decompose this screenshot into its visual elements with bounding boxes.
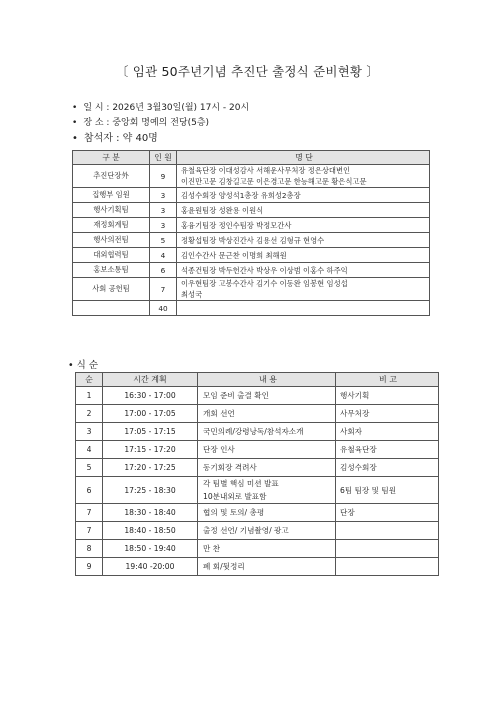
group-cell: 추진단장外 xyxy=(73,165,150,188)
note-cell: 6팀 팀장 및 팀원 xyxy=(336,477,439,504)
group-cell: 사회 공헌팀 xyxy=(73,278,150,301)
count-cell: 40 xyxy=(150,301,177,316)
table-row xyxy=(76,558,439,576)
time-cell: 18:30 - 18:40 xyxy=(103,504,198,522)
note-cell: 단장 xyxy=(336,504,439,522)
count-cell: 6 xyxy=(150,263,177,278)
date-text: 일 시 : 2026년 3월30일(월) 17시 - 20시 xyxy=(83,103,250,113)
no-cell: 5 xyxy=(76,459,103,477)
count-cell: 3 xyxy=(150,218,177,233)
table-row xyxy=(76,477,439,504)
header-note: 비 고 xyxy=(336,373,439,387)
attendees-text: 참석자 : 약 40명 xyxy=(83,133,158,144)
table-row xyxy=(76,423,439,441)
group-cell: 행사기획팀 xyxy=(73,203,150,218)
note-cell: 행사기획 xyxy=(336,387,439,405)
table-row xyxy=(76,405,439,423)
content-cell: 단장 인사 xyxy=(198,441,336,459)
group-cell: 집행부 임원 xyxy=(73,188,150,203)
no-cell: 2 xyxy=(76,405,103,423)
content-cell: 동기회장 격려사 xyxy=(198,459,336,477)
no-cell: 3 xyxy=(76,423,103,441)
names-cell: 김인수간사 문근찬 이명희 최해원 xyxy=(177,248,430,263)
table-row xyxy=(73,301,430,316)
date-line xyxy=(72,100,249,113)
content-cell: 각 팀별 핵심 미션 발표 10분내외로 발표함 xyxy=(198,477,336,504)
header-content: 내 용 xyxy=(198,373,336,387)
note-cell: 사무처장 xyxy=(336,405,439,423)
time-cell: 18:50 - 19:40 xyxy=(103,540,198,558)
names-cell: 홍윤원팀장 성완용 이원식 xyxy=(177,203,430,218)
content-cell: 폐 회/뒷정리 xyxy=(198,558,336,576)
count-cell: 7 xyxy=(150,278,177,301)
table-row xyxy=(73,263,430,278)
names-cell: 정황섭팀장 박상진간사 김용선 김형규 현영수 xyxy=(177,233,430,248)
table-row xyxy=(76,504,439,522)
time-cell: 17:05 - 17:15 xyxy=(103,423,198,441)
note-cell: 사회자 xyxy=(336,423,439,441)
header-count: 인 원 xyxy=(150,151,177,165)
names-cell: 홍융기팀장 정인수팀장 박정모간사 xyxy=(177,218,430,233)
content-cell: 개회 선언 xyxy=(198,405,336,423)
table-row xyxy=(76,522,439,540)
group-cell: 대외협력팀 xyxy=(73,248,150,263)
attendance-table xyxy=(72,150,430,316)
time-cell: 18:40 - 18:50 xyxy=(103,522,198,540)
table-row xyxy=(73,203,430,218)
table-row xyxy=(73,233,430,248)
header-no: 순 xyxy=(76,373,103,387)
table-row xyxy=(76,387,439,405)
note-cell: 유철육단장 xyxy=(336,441,439,459)
no-cell: 7 xyxy=(76,504,103,522)
time-cell: 16:30 - 17:00 xyxy=(103,387,198,405)
content-cell: 국민의례/강령낭독/참석자소개 xyxy=(198,423,336,441)
program-table xyxy=(75,372,439,576)
header-names: 명 단 xyxy=(177,151,430,165)
no-cell: 6 xyxy=(76,477,103,504)
place-line xyxy=(72,115,209,128)
table-row xyxy=(73,218,430,233)
bullet: • xyxy=(72,133,78,144)
table-row xyxy=(76,459,439,477)
note-cell xyxy=(336,522,439,540)
time-cell: 17:20 - 17:25 xyxy=(103,459,198,477)
no-cell: 9 xyxy=(76,558,103,576)
table-header-row xyxy=(73,151,430,165)
no-cell: 4 xyxy=(76,441,103,459)
names-cell: 석종건팀장 박두헌간사 박상우 이상범 이홍수 하주익 xyxy=(177,263,430,278)
note-cell: 김성수회장 xyxy=(336,459,439,477)
time-cell: 17:00 - 17:05 xyxy=(103,405,198,423)
content-cell: 출정 선언/ 기념촬영/ 광고 xyxy=(198,522,336,540)
names-cell: 유철육단장 이대성감사 서해운사무처장 정은상대변인 이진만고문 김창길고문 이은경고문 한능해고문 황은식고문 xyxy=(177,165,430,188)
note-cell xyxy=(336,540,439,558)
attendees-line xyxy=(72,129,158,144)
group-cell xyxy=(73,301,150,316)
bullet: • xyxy=(72,103,78,113)
page-title: 〔 임관 50주년기념 추진단 출정식 준비현황 〕 xyxy=(115,64,380,79)
group-cell: 행사의전팀 xyxy=(73,233,150,248)
count-cell: 3 xyxy=(150,188,177,203)
count-cell: 4 xyxy=(150,248,177,263)
table-row xyxy=(73,165,430,188)
program-heading: • 식 순 xyxy=(68,360,98,371)
names-cell: 이우현팀장 고봉수간사 김기수 이동완 임봉현 임성섭 최성국 xyxy=(177,278,430,301)
names-cell xyxy=(177,301,430,316)
header-group: 구 분 xyxy=(73,151,150,165)
no-cell: 8 xyxy=(76,540,103,558)
header-time: 시간 계획 xyxy=(103,373,198,387)
count-cell: 3 xyxy=(150,203,177,218)
content-cell: 협의 및 토의/ 총평 xyxy=(198,504,336,522)
place-text: 장 소 : 중앙회 명예의 전당(5층) xyxy=(83,118,210,128)
table-row xyxy=(73,278,430,301)
bullet: • xyxy=(72,118,78,128)
table-header-row xyxy=(76,373,439,387)
no-cell: 7 xyxy=(76,522,103,540)
group-cell: 재정회계팀 xyxy=(73,218,150,233)
group-cell: 홍보소통팀 xyxy=(73,263,150,278)
time-cell: 17:15 - 17:20 xyxy=(103,441,198,459)
table-row xyxy=(76,540,439,558)
table-row xyxy=(73,248,430,263)
table-row xyxy=(73,188,430,203)
note-cell xyxy=(336,558,439,576)
count-cell: 5 xyxy=(150,233,177,248)
count-cell: 9 xyxy=(150,165,177,188)
content-cell: 만 찬 xyxy=(198,540,336,558)
time-cell: 19:40 -20:00 xyxy=(103,558,198,576)
time-cell: 17:25 - 18:30 xyxy=(103,477,198,504)
table-row xyxy=(76,441,439,459)
content-cell: 모임 준비 출결 확인 xyxy=(198,387,336,405)
no-cell: 1 xyxy=(76,387,103,405)
names-cell: 김성수회장 양성석1총장 유희성2총장 xyxy=(177,188,430,203)
